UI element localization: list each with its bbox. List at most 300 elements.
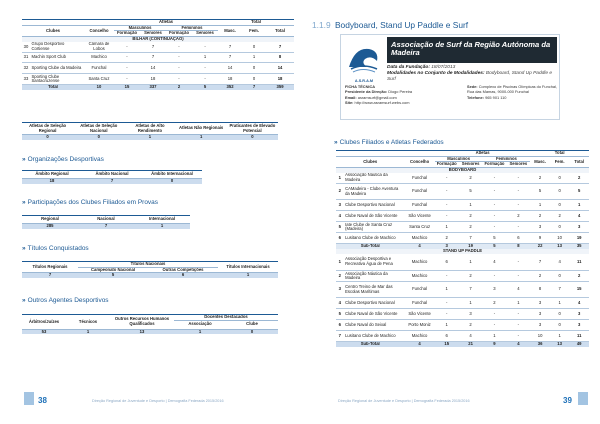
cell: 7 [459, 282, 483, 298]
club-name: Lusitano Clube de Machico [344, 331, 405, 342]
header-seniores: Seniores [140, 31, 166, 37]
cell: 1 [66, 329, 110, 334]
table-row [336, 184, 589, 200]
cell: 1 [124, 135, 175, 140]
headquarters [467, 84, 557, 100]
cell: 13 [110, 329, 174, 334]
cell: 3 [459, 309, 483, 320]
cell: - [506, 222, 530, 233]
cell: 0 [142, 179, 202, 184]
header-elevado-potencial: Praticantes de Elevado Potencial [227, 123, 278, 135]
header-formacao: Formação [436, 161, 457, 167]
cell: - [166, 74, 192, 85]
cell: - [166, 63, 192, 74]
cell: 8 [266, 53, 294, 63]
cell: 1 [530, 200, 550, 211]
concelho: Funchal [404, 282, 434, 298]
foundation-date: 18/07/2013 [431, 65, 456, 70]
concelho: Machico [404, 271, 434, 282]
header-arbitros: Árbitros/Juízes [22, 315, 66, 330]
page-number: 38 [38, 396, 47, 405]
cell: - [114, 63, 140, 74]
cell: 18 [140, 74, 166, 85]
header-ambito-regional: Âmbito Regional [22, 171, 82, 179]
row-number: 30 [22, 42, 30, 53]
cell: 0 [242, 42, 266, 53]
modalities-value: Bodyboard, Stand Up Paddle e Surf [387, 71, 553, 83]
cell: 7 [218, 42, 242, 53]
cell: 5 [78, 273, 148, 278]
president-name: Diogo Pereira [388, 89, 413, 95]
header-associacao: Associação [174, 320, 226, 329]
club-name: Clube Desportivo Nacional [344, 200, 405, 211]
cell: 15 [569, 282, 589, 298]
club-name: Sporting Clube da Madeira [30, 63, 84, 74]
header-selecao-nacional: Atletas de Seleção Nacional [73, 123, 124, 135]
table-row [336, 254, 589, 271]
club-name: Clube Naval de São Vicente [344, 309, 405, 320]
cell: 10 [84, 85, 114, 90]
cell: 0 [242, 63, 266, 74]
cell: 4 [569, 211, 589, 222]
cell: 0 [227, 135, 278, 140]
club-name: Centro Treino de Mar das Escolas Marítimas [344, 282, 405, 298]
footer-text: Direção Regional de Juventude e Desporto | Demografia Federada 2015/2016 [338, 399, 470, 403]
cell: 4 [404, 342, 434, 347]
titles-table [22, 261, 278, 278]
clubs-table-continuation [22, 19, 294, 90]
row-number: 4 [336, 298, 344, 309]
cell: 5 [530, 184, 550, 200]
cell: - [435, 173, 459, 184]
cell: 5 [569, 184, 589, 200]
cell: - [506, 271, 530, 282]
federation-acronym: A.S.R.A.M [354, 79, 374, 83]
cell: 6 [148, 273, 218, 278]
row-number: 3 [336, 282, 344, 298]
technical-sheet-title: FICHA TÉCNICA [345, 84, 376, 89]
cell: 15 [435, 342, 459, 347]
cell: 7 [82, 179, 142, 184]
cell: 11 [569, 254, 589, 271]
right-page [300, 0, 600, 424]
title-number: 1.1.9 [312, 20, 331, 30]
section-title: Títulos Conquistados [27, 245, 89, 252]
header-total-fem: Fem. [242, 25, 266, 36]
cell: 7 [218, 53, 242, 63]
section-organizacoes: » Organizações Desportivas [22, 156, 104, 163]
cell: 1 [550, 331, 570, 342]
cell: 35 [569, 244, 589, 249]
header-concelho: Concelho [404, 156, 434, 167]
concelho: São Vicente [404, 211, 434, 222]
cell: 0 [550, 184, 570, 200]
cell: 352 [218, 85, 242, 90]
header-clube: Clube [226, 320, 278, 329]
cell: 0 [550, 173, 570, 184]
row-number: 32 [22, 63, 30, 74]
cell: 2 [459, 271, 483, 282]
cell: 1 [459, 254, 483, 271]
header-outras-competicoes: Outras Competições [148, 267, 218, 273]
cell: 13 [550, 342, 570, 347]
cell: 7 [22, 273, 78, 278]
header-total-fem: Fem. [550, 156, 570, 167]
header-titulos-regionais: Títulos Regionais [22, 262, 78, 273]
cell: 2 [459, 211, 483, 222]
section-title: Participações dos Clubes Filiados em Provas [27, 199, 159, 206]
site-label: Site: [345, 99, 354, 105]
cell: 337 [140, 85, 166, 90]
cell: - [114, 53, 140, 63]
header-outros-recursos: Outros Recursos Humanos Qualificados [110, 315, 174, 330]
table-row [22, 42, 294, 53]
cell: 6 [435, 331, 459, 342]
cell: 285 [22, 224, 78, 229]
cell: 7 [140, 53, 166, 63]
cell: 2 [459, 222, 483, 233]
cell: - [506, 309, 530, 320]
header-ambito-nacional: Âmbito Nacional [82, 171, 142, 179]
cell: 18 [218, 74, 242, 85]
table-row [336, 331, 589, 342]
cell: 2 [530, 271, 550, 282]
cell: 1 [435, 282, 459, 298]
cell: 7 [459, 233, 483, 244]
cell: - [483, 173, 507, 184]
cell: 1 [435, 320, 459, 331]
header-total: Total [218, 20, 294, 26]
cell: 7 [550, 282, 570, 298]
federation-name: Associação de Surf da Região Autónoma da Madeira [391, 40, 551, 58]
cell: - [483, 200, 507, 211]
concelho: Machico [404, 331, 434, 342]
site-link[interactable]: http://www.asramsurf.webs.com [354, 99, 410, 105]
wave-logo-icon [343, 37, 385, 79]
cell: 10 [550, 233, 570, 244]
header-titulos-nacionais: Títulos Nacionais [78, 262, 218, 268]
cell: 4 [459, 331, 483, 342]
table-row [336, 222, 589, 233]
cell: 2 [569, 271, 589, 282]
header-total-masc: Masc. [530, 156, 550, 167]
cell: 2 [483, 298, 507, 309]
club-name: Associação Náutica da Madeira [344, 271, 405, 282]
header-seniores: Seniores [459, 162, 483, 168]
cell: 5 [483, 233, 507, 244]
cell: 0 [550, 222, 570, 233]
cell: 0 [22, 135, 73, 140]
cell: - [483, 309, 507, 320]
federation-logo [343, 37, 385, 81]
club-name: Associação Náutica da Madeira [344, 173, 405, 184]
header-nacional: Nacional [78, 216, 134, 224]
cell: 9 [483, 342, 507, 347]
section-participacoes: » Participações dos Clubes Filiados em Provas [22, 199, 159, 206]
header-internacional: Internacional [134, 216, 190, 224]
cell: 22 [530, 244, 550, 249]
cell: 1 [483, 331, 507, 342]
header-seniores: Seniores [506, 162, 530, 168]
cell: 2 [166, 85, 192, 90]
concelho: Funchal [404, 173, 434, 184]
cell: 11 [569, 331, 589, 342]
row-number: 4 [336, 211, 344, 222]
cell: 36 [530, 342, 550, 347]
row-number: 7 [336, 331, 344, 342]
concelho: Machico [84, 53, 114, 63]
cell: - [483, 320, 507, 331]
concelho: Funchal [404, 200, 434, 211]
club-name: Clube Naval de São Vicente [344, 211, 405, 222]
cell: 13 [550, 244, 570, 249]
page-marker [578, 392, 588, 405]
header-seniores: Seniores [192, 31, 218, 37]
cell: 3 [569, 222, 589, 233]
header-masculinos: Masculinos [435, 156, 483, 162]
cell: 1 [192, 53, 218, 63]
concelho: Funchal [84, 63, 114, 74]
cell: - [506, 331, 530, 342]
cell: 18 [22, 179, 82, 184]
cell: 1 [174, 329, 226, 334]
section-title: Outros Agentes Desportivos [27, 297, 109, 304]
cell: 9 [530, 233, 550, 244]
header-campeonato-nacional: Campeonato Nacional [78, 267, 148, 273]
cell: 3 [530, 309, 550, 320]
header-femininos: Femininos [483, 156, 531, 162]
cell: 2 [506, 211, 530, 222]
row-number: 31 [22, 53, 30, 63]
cell: 1 [459, 298, 483, 309]
cell: 1 [435, 222, 459, 233]
table-row [336, 271, 589, 282]
cell: 4 [569, 298, 589, 309]
cell: - [483, 211, 507, 222]
federation-banner [387, 37, 557, 63]
section-title: Clubes Filiados e Atletas Federados [339, 139, 444, 146]
row-number: 5 [336, 222, 344, 233]
concelho: Machico [404, 233, 434, 244]
cell: 5 [483, 244, 507, 249]
cell: 7 [242, 85, 266, 90]
cell: - [435, 200, 459, 211]
concelho: Machico [404, 254, 434, 271]
cell: 6 [435, 254, 459, 271]
club-name: Associação Desportiva e Recreativa Água de Pena [344, 254, 405, 271]
cell: 2 [459, 173, 483, 184]
cell: 7 [266, 42, 294, 53]
cell: 7 [140, 42, 166, 53]
table-row [336, 309, 589, 320]
cell: 5 [192, 85, 218, 90]
header-masculinos: Masculinos [114, 25, 166, 31]
cell: 0 [226, 329, 278, 334]
header-concelho: Concelho [84, 25, 114, 36]
cell: - [192, 63, 218, 74]
cell: - [506, 173, 530, 184]
agents-table [22, 314, 278, 334]
page-title [312, 20, 468, 30]
header-formacao: Formação [114, 31, 140, 37]
header-femininos: Femininos [166, 25, 218, 31]
cell: - [166, 53, 192, 63]
club-name: Lusitano Clube de Machico [344, 233, 405, 244]
club-name: CAMadeira - Clube Aventura da Madeira [344, 184, 405, 200]
modalities-label: Modalidades no Conjunto de Modalidades: [387, 71, 485, 77]
club-name: Clube Desportivo Nacional [344, 298, 405, 309]
cell: - [506, 320, 530, 331]
concelho: Funchal [404, 298, 434, 309]
header-atletas: Atletas [114, 20, 218, 26]
cell: 19 [569, 233, 589, 244]
club-name: Grupo Desportivo Cortiense [30, 42, 84, 53]
table-row [336, 211, 589, 222]
cell: 2 [459, 320, 483, 331]
cell: 1 [176, 135, 227, 140]
header-total-masc: Masc. [218, 25, 242, 36]
row-number: 6 [336, 320, 344, 331]
header-nao-regionais: Atletas Não Regionais [176, 123, 227, 135]
cell: 2 [530, 211, 550, 222]
cell: 4 [550, 254, 570, 271]
cell: 3 [530, 320, 550, 331]
section-title: Organizações Desportivas [27, 156, 104, 163]
club-name: Clube Naval do Seixal [344, 320, 405, 331]
cell: 3 [569, 309, 589, 320]
cell: 14 [266, 63, 294, 74]
page-number: 39 [563, 396, 572, 405]
row-number: 2 [336, 271, 344, 282]
modality-band-sup: STAND UP PADDLE [336, 249, 589, 254]
row-number: 3 [336, 200, 344, 211]
cell: 1 [242, 53, 266, 63]
bodyboard-rows [336, 173, 589, 244]
cell: - [506, 184, 530, 200]
cell: 4 [506, 282, 530, 298]
cell: 1 [506, 298, 530, 309]
row-number: 5 [336, 309, 344, 320]
cell: 4 [506, 342, 530, 347]
cell: 1 [459, 200, 483, 211]
cell: - [435, 211, 459, 222]
concelho: Santa Cruz [404, 222, 434, 233]
president-label: Presidente da Direção: [345, 89, 388, 95]
cell: 49 [569, 342, 589, 347]
cell: - [435, 309, 459, 320]
cell: 1 [218, 273, 278, 278]
cell: 0 [550, 309, 570, 320]
table-row [22, 74, 294, 85]
cell: 2 [550, 211, 570, 222]
club-name: Iate Clube de Santa Cruz (Madeira) [344, 222, 405, 233]
table-row [336, 320, 589, 331]
cell: 14 [218, 63, 242, 74]
cell: - [483, 271, 507, 282]
header-atletas: Atletas [435, 151, 531, 157]
table-row [22, 53, 294, 63]
cell: 4 [404, 244, 434, 249]
concelho: Santa Cruz [84, 74, 114, 85]
cell: - [483, 222, 507, 233]
participations-table [22, 215, 190, 229]
header-tecnicos: Técnicos [66, 315, 110, 330]
concelho: Funchal [404, 184, 434, 200]
header-regional: Regional [22, 216, 78, 224]
cell: 0 [242, 74, 266, 85]
cell: 7 [530, 254, 550, 271]
section-clubes-filiados: » Clubes Filiados e Atletas Federados [334, 139, 444, 146]
cell: 8 [506, 244, 530, 249]
selection-athletes-table [22, 122, 278, 140]
cell: 15 [114, 85, 140, 90]
row-number: 33 [22, 74, 30, 85]
foundation-label: Data da Fundação: [387, 65, 430, 70]
header-formacao: Formação [166, 31, 192, 37]
header-titulos-internacionais: Títulos Internacionais [218, 262, 278, 273]
cell: 2 [435, 233, 459, 244]
cell: 14 [140, 63, 166, 74]
cell: 21 [459, 342, 483, 347]
cell: 10 [530, 331, 550, 342]
email-label: Email: [345, 94, 357, 100]
header-clubes: Clubes [336, 156, 404, 167]
row-number: 1 [336, 254, 344, 271]
federation-card [340, 34, 560, 120]
club-name: Machin Sport Club [30, 53, 84, 63]
cell: 4 [483, 254, 507, 271]
header-total: Total [530, 151, 589, 157]
total-row [22, 85, 294, 90]
table-row [336, 298, 589, 309]
cell: 0 [73, 135, 124, 140]
cell: 8 [530, 282, 550, 298]
table-row [336, 233, 589, 244]
cell: 5 [459, 184, 483, 200]
cell: 1 [550, 298, 570, 309]
cell: - [483, 184, 507, 200]
phone-number: 965 901 110 [485, 94, 507, 100]
cell: 3 [483, 282, 507, 298]
cell: - [166, 42, 192, 53]
section-agentes: » Outros Agentes Desportivos [22, 297, 109, 304]
header-formacao: Formação [484, 161, 505, 167]
sede-label: Sede: [467, 84, 478, 89]
email-link[interactable]: asramsurf@gmail.com [357, 94, 397, 100]
header-clubes: Clubes [22, 25, 84, 36]
federation-meta [387, 65, 555, 83]
cell: - [192, 42, 218, 53]
sede-address: Complexo de Piscinas Olímpicas do Funchal, Rua das Mamas, 9000-000 Funchal [467, 84, 557, 95]
phone-label: Telefone: [467, 94, 485, 100]
concelho: Câmara de Lobos [84, 42, 114, 53]
cell: - [192, 74, 218, 85]
cell: - [435, 271, 459, 282]
cell: 53 [22, 329, 66, 334]
row-number: 6 [336, 233, 344, 244]
cell: 19 [459, 244, 483, 249]
cell: 18 [266, 74, 294, 85]
cell: 3 [530, 298, 550, 309]
header-selecao-regional: Atletas de Seleção Regional [22, 123, 73, 135]
title-text: Bodyboard, Stand Up Paddle e Surf [334, 20, 469, 30]
cell: 2 [569, 173, 589, 184]
cell: - [506, 254, 530, 271]
cell: - [435, 184, 459, 200]
header-alto-rendimento: Atletas de Alto Rendimento [124, 123, 175, 135]
cell: - [506, 200, 530, 211]
section-titulos: » Títulos Conquistados [22, 245, 89, 252]
